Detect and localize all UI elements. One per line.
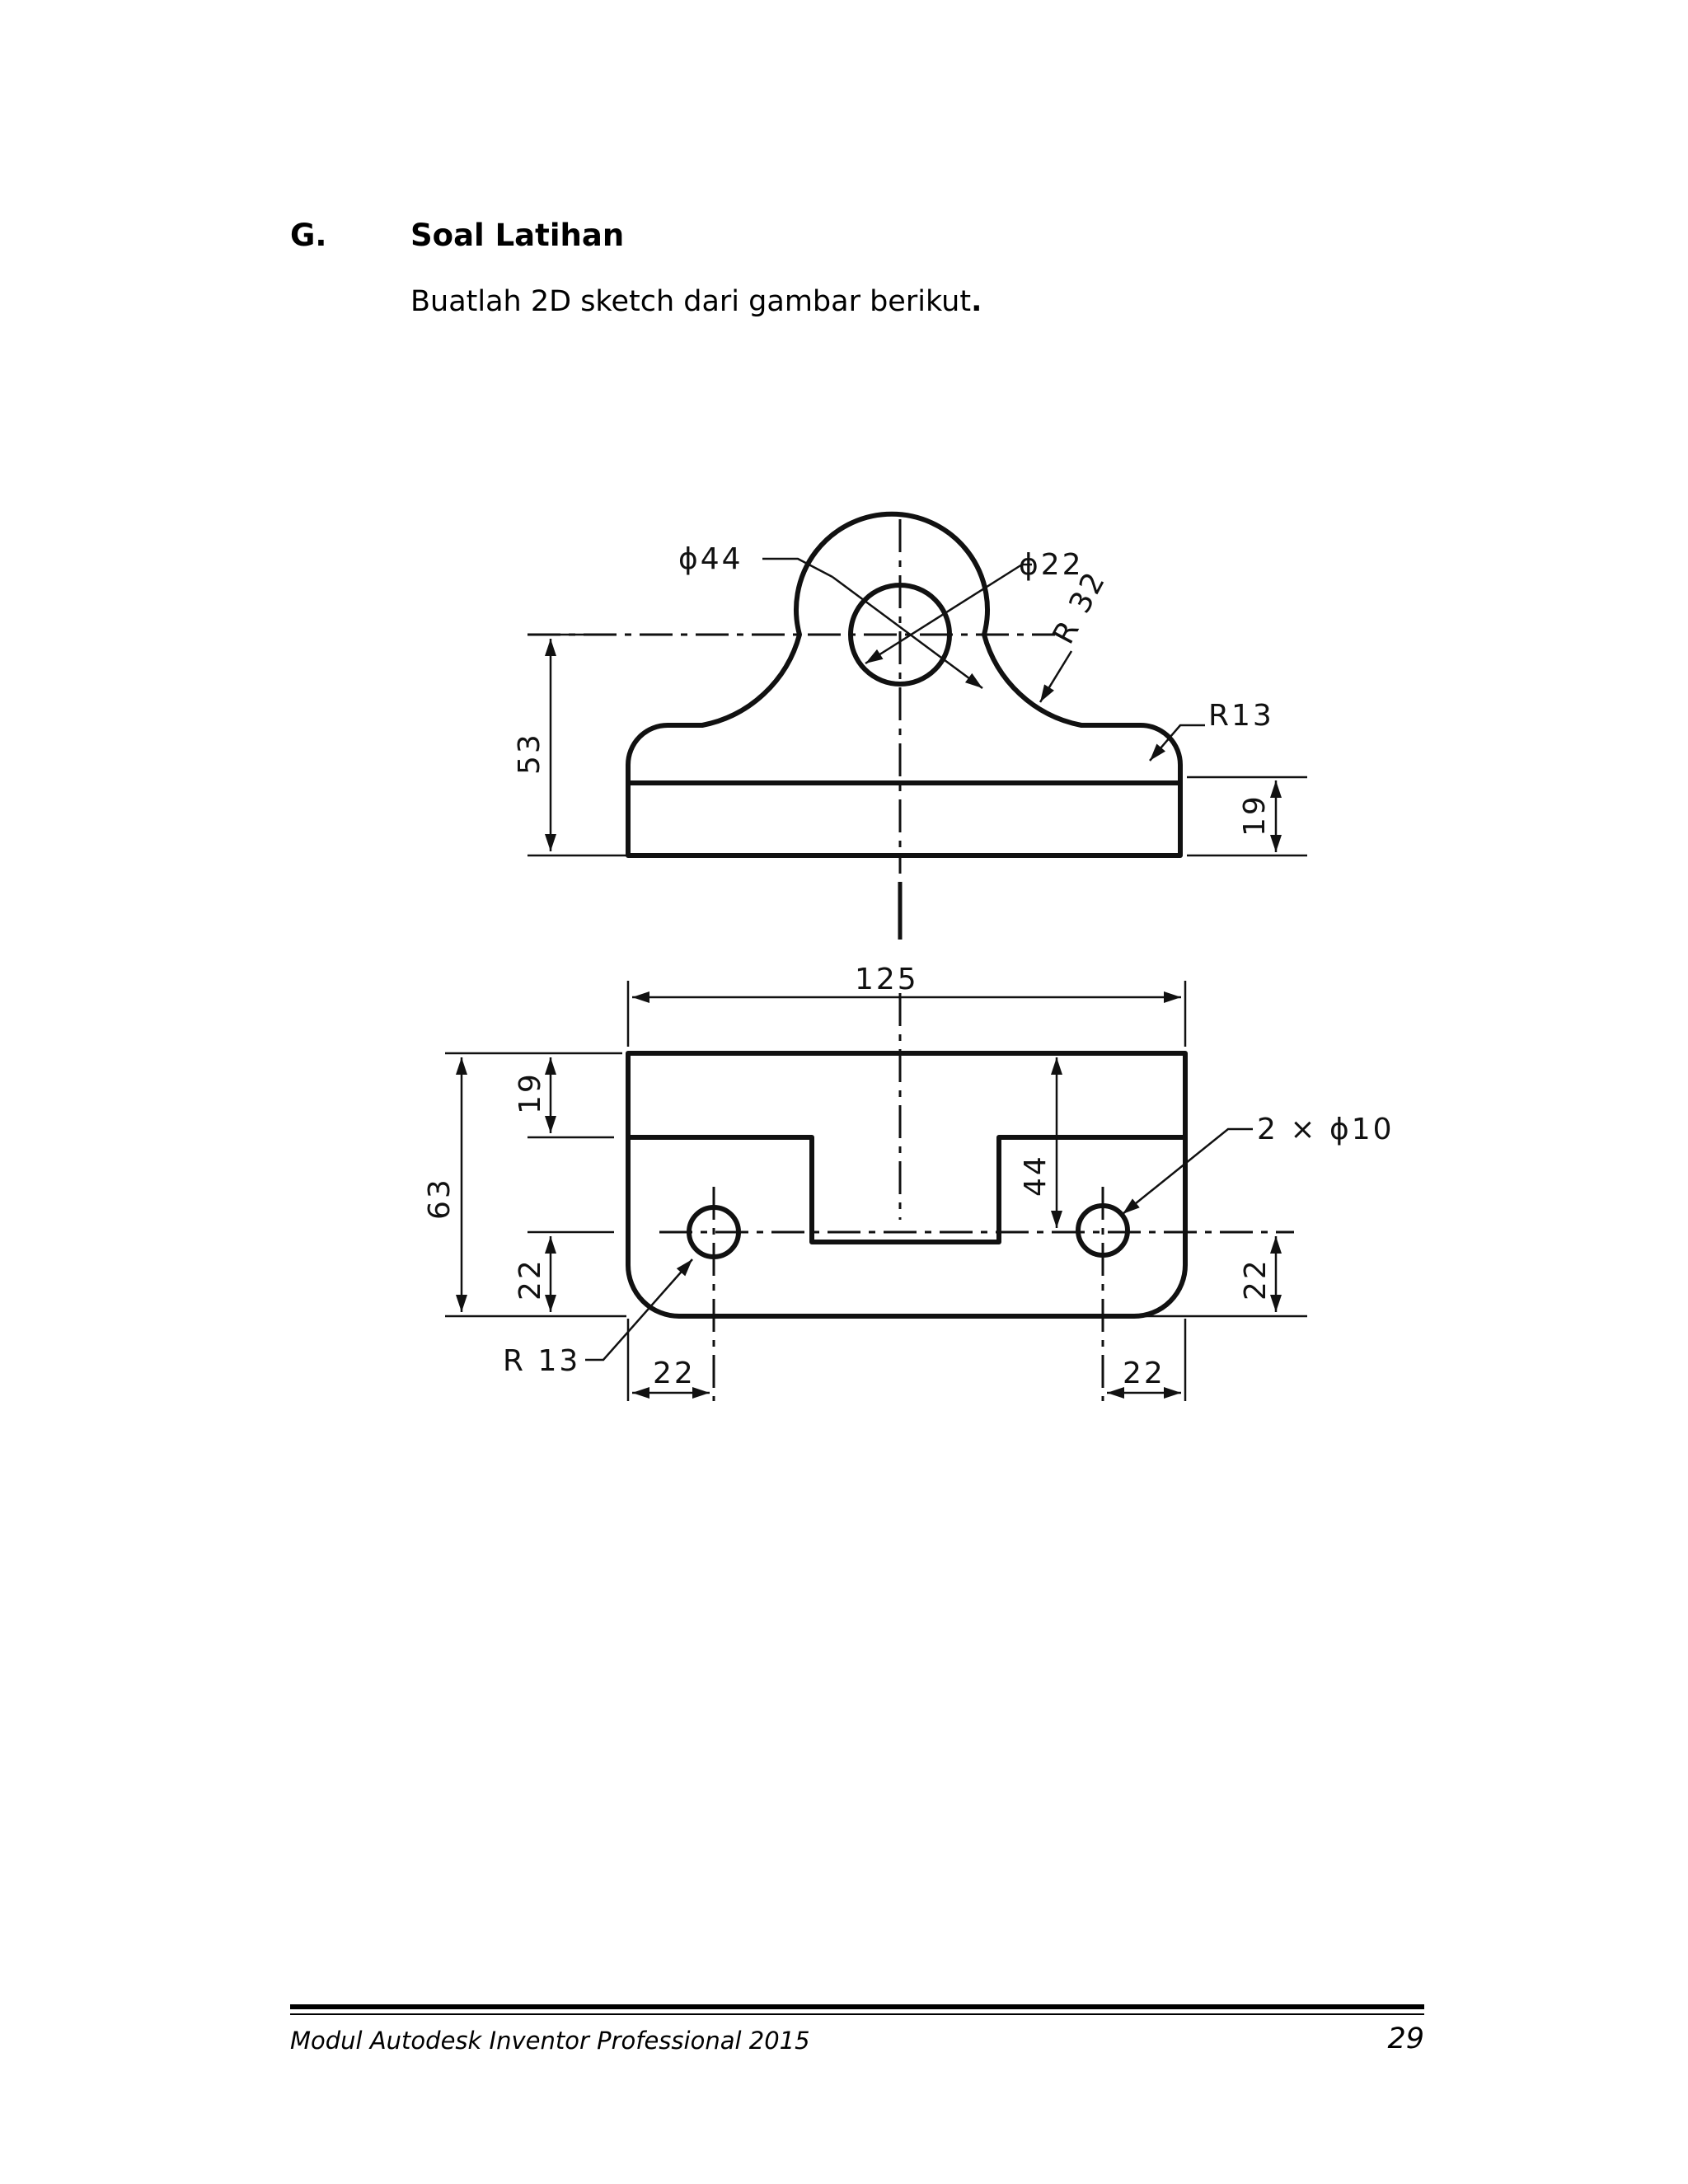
phi44-leader xyxy=(762,559,832,577)
dim-22-left-label: 22 xyxy=(513,1258,547,1301)
dim-19-top-label: 19 xyxy=(1238,794,1272,837)
front-view xyxy=(513,514,1307,940)
dim-125-label: 125 xyxy=(855,963,919,996)
dim-63-label: 63 xyxy=(423,1177,457,1220)
dim-22-right-label: 22 xyxy=(1239,1258,1273,1301)
instruction-period: . xyxy=(971,285,982,318)
r32-leader xyxy=(1040,651,1071,702)
dim-r32-label: R 32 xyxy=(1046,565,1114,650)
phi22-dimension-line xyxy=(865,565,1022,663)
dim-44-label: 44 xyxy=(1019,1154,1053,1197)
instruction-sentence: Buatlah 2D sketch dari gambar berikut xyxy=(410,285,972,318)
section-letter: G. xyxy=(290,218,327,253)
dim-holes-label: 2 × ϕ10 xyxy=(1257,1113,1395,1146)
footer-rule-thick xyxy=(290,2004,1424,2009)
dim-r13-bottom-label: R 13 xyxy=(503,1344,581,1378)
top-view xyxy=(423,963,1395,1401)
footer-page-number: 29 xyxy=(1387,2022,1424,2055)
phi44-dimension-line xyxy=(832,577,982,688)
top-view-outline xyxy=(628,1053,1185,1316)
section-title: Soal Latihan xyxy=(410,218,625,253)
dim-r13-top-label: R13 xyxy=(1208,699,1274,733)
dim-22-bottom-right-label: 22 xyxy=(1123,1357,1165,1390)
footer-module-title: Modul Autodesk Inventor Professional 2015 xyxy=(290,2027,810,2055)
footer-rule-thin xyxy=(290,2013,1424,2015)
dim-53-label: 53 xyxy=(513,732,546,775)
dim-22-bottom-left-label: 22 xyxy=(653,1357,696,1390)
r13-bottom-leader xyxy=(585,1259,692,1360)
dim-19-bottom-label: 19 xyxy=(513,1071,547,1114)
dim-phi44-label: ϕ44 xyxy=(678,542,743,576)
dim-phi22-label: ϕ22 xyxy=(1019,548,1084,582)
